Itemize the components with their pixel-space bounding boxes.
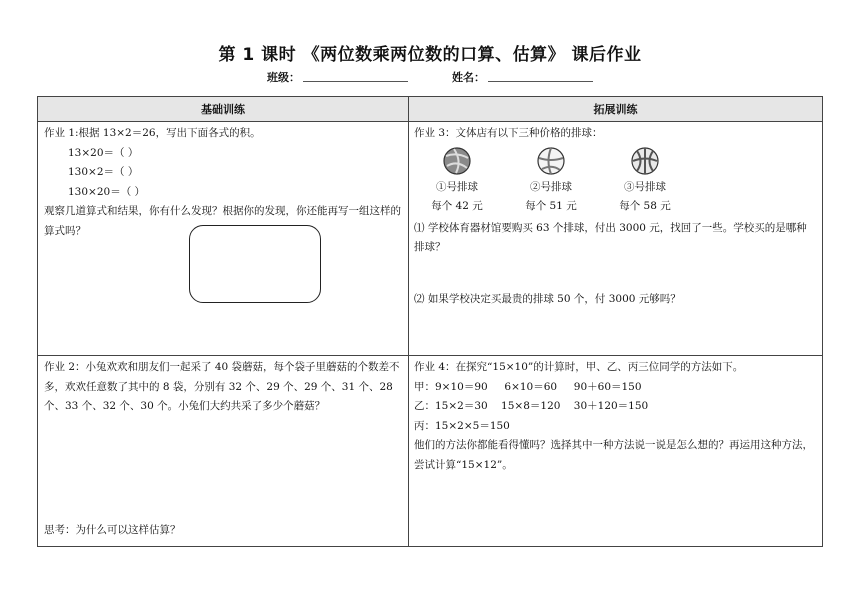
- volleyball-3: [616, 146, 674, 198]
- hw3-question-2: ⑵ 如果学校决定买最贵的排球 50 个，付 3000 元够吗？: [414, 292, 681, 305]
- homework-table: [37, 96, 823, 547]
- name-label: 姓名：: [452, 71, 485, 84]
- class-field[interactable]: [303, 81, 408, 82]
- header-basic: 基础训练: [38, 97, 409, 122]
- hw3-question-1: ⑴ 学校体育器材馆要购买 63 个排球，付出 3000 元，找回了一些。学校买的是哪种排球？: [414, 221, 807, 253]
- hw1-item: 13×20＝（ ）: [68, 146, 139, 159]
- volleyball-2: [522, 146, 580, 198]
- hw2-text: 作业 2：小兔欢欢和朋友们一起采了 40 袋蘑菇，每个袋子里蘑菇的个数差不多，欢欢任意数了其中的 8 袋，分别有 32 个、29 个、29 个、31 个、28 个、33 个、32 个、30 个。小兔们大约共采了多少个蘑菇？: [44, 361, 400, 412]
- ball-price: 每个 42 元: [431, 200, 483, 212]
- homework-1: [38, 122, 408, 355]
- answer-box[interactable]: [189, 225, 321, 303]
- hw3-intro: 作业 3：文体店有以下三种价格的排球：: [414, 127, 603, 139]
- volleyball-icon: [630, 146, 660, 176]
- homework-2: [38, 356, 408, 546]
- homework-3: [409, 122, 822, 355]
- name-field[interactable]: [488, 81, 593, 82]
- hw4-method: 乙：15×2＝30 15×8＝120 30＋120＝150: [414, 400, 649, 412]
- ball-label: ③号排球: [624, 180, 666, 193]
- volleyball-1: [428, 146, 486, 198]
- hw1-question: 观察几道算式和结果，你有什么发现？根据你的发现，你还能再写一组这样的算式吗？: [44, 205, 401, 237]
- class-label: 班级：: [267, 71, 300, 84]
- page-title: 第 1 课时 《两位数乘两位数的口算、估算》 课后作业: [218, 45, 642, 65]
- hw4-method: 丙：15×2×5＝150: [414, 419, 510, 432]
- hw4-intro: 作业 4：在探究“15×10”的计算时，甲、乙、丙三位同学的方法如下。: [414, 361, 744, 373]
- hw1-intro: 作业 1:根据 13×2＝26，写出下面各式的积。: [44, 127, 261, 139]
- hw2-think: 思考：为什么可以这样估算？: [44, 524, 181, 536]
- hw4-method: 甲：9×10＝90 6×10＝60 90＋60＝150: [414, 380, 642, 393]
- ball-label: ②号排球: [530, 180, 572, 193]
- ball-price: 每个 58 元: [619, 200, 671, 212]
- header-extended: 拓展训练: [409, 97, 823, 122]
- hw1-item: 130×20＝（ ）: [68, 185, 146, 198]
- volleyball-icon: [536, 146, 566, 176]
- hw4-question: 他们的方法你都能看得懂吗？选择其中一种方法说一说是怎么想的？再运用这种方法，尝试计算“15×12”。: [414, 439, 813, 471]
- hw1-item: 130×2＝（ ）: [68, 166, 139, 178]
- homework-4: [409, 356, 822, 546]
- ball-price: 每个 51 元: [525, 200, 577, 212]
- volleyball-icon: [442, 146, 472, 176]
- ball-label: ①号排球: [436, 180, 478, 193]
